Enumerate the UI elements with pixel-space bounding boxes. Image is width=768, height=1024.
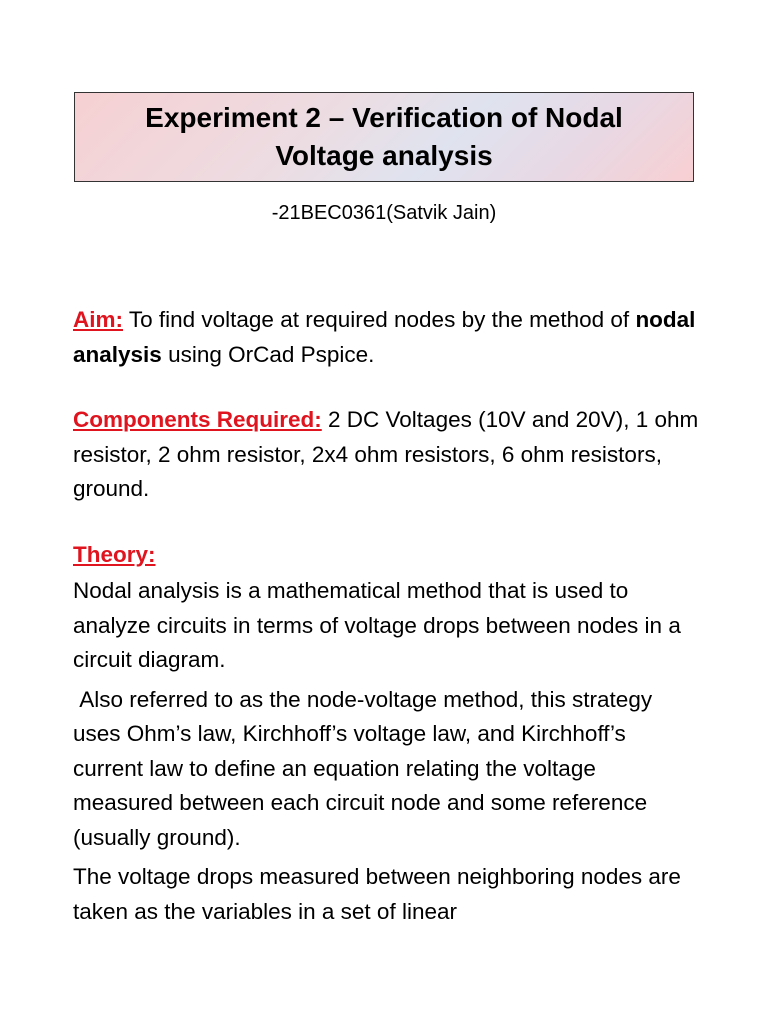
components-heading: Components Required:	[73, 407, 322, 432]
title-line-2: Voltage analysis	[275, 140, 493, 171]
components-paragraph	[73, 403, 701, 507]
aim-paragraph	[73, 303, 701, 372]
theory-paragraph-1: Nodal analysis is a mathematical method that is used to analyze circuits in terms of voltage drops between nodes in a circuit diagram.	[73, 578, 681, 672]
aim-heading: Aim:	[73, 307, 123, 332]
theory-heading-paragraph	[73, 538, 701, 573]
aim-text-after: using OrCad Pspice.	[161, 341, 375, 367]
theory-paragraph-3: The voltage drops measured between neighboring nodes are taken as the variables in a set of linear	[73, 864, 681, 924]
document-body	[73, 303, 701, 929]
theory-paragraph-2: Also referred to as the node-voltage method, this strategy uses Ohm’s law, Kirchhoff’s voltage law, and Kirchhoff’s current law to define an equation relating the voltage measured between each circuit node and some reference (usually ground).	[73, 686, 659, 850]
author-line: -21BEC0361(Satvik Jain)	[271, 202, 497, 224]
components-text: 2 DC Voltages (10V and 20V), 1 ohm resistor, 2 ohm resistor, 2x4 ohm resistors, 6 ohm resistors, ground.	[73, 407, 699, 501]
page-title	[135, 99, 633, 175]
title-box	[74, 92, 694, 182]
theory-heading: Theory:	[73, 541, 156, 567]
aim-bold-text: nodal analysis	[73, 307, 696, 367]
aim-text-before: To find voltage at required nodes by the method of	[123, 307, 636, 332]
title-line-1: Experiment 2 – Verification of Nodal	[145, 102, 623, 133]
